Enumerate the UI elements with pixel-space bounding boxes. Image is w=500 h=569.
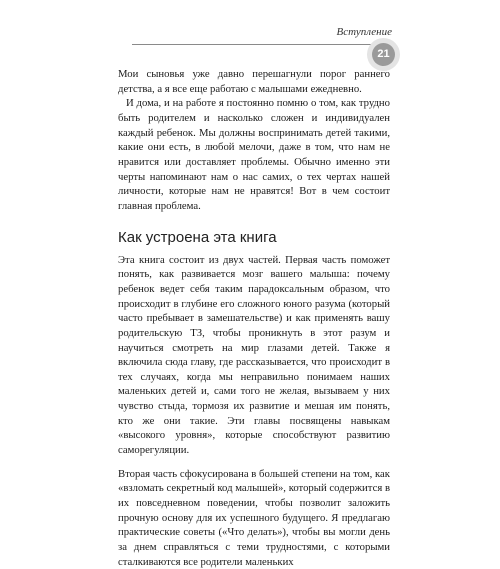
body-paragraph: Эта книга состоит из двух частей. Первая часть поможет понять, как развивается мозг вашего малыша: почему ребенок ведет себя таким парадоксальным образом, что происходит в глубине его сложного юного разума (который часто пребывает в замешательстве) и как применять вашу родительскую ТЗ, чтобы проникнуть в этот разум и научиться смотреть на мир глазами детей. Также я включила сюда главу, где рассказывается, что происходит в тех случаях, когда мы неправильно понимаем наших маленьких детей и, сами того не желая, вызываем у них чувство стыда, тормозя их развитие и мешая им понять, кто же они такие. Эти главы посвящены навыкам «высокого уровня», которые способствуют развитию саморегуляции. <box>118 253 390 457</box>
body-paragraph: Мои сыновья уже давно перешагнули порог раннего детства, а я все еще работаю с малышами ежедневно. <box>118 68 390 95</box>
section-heading: Как устроена эта книга <box>118 228 277 246</box>
header-rule <box>132 44 392 45</box>
page-content <box>118 67 390 569</box>
page-number: 21 <box>372 43 395 66</box>
body-paragraph: И дома, и на работе я постоянно помню о том, как трудно быть родителем и насколько сложен и индивидуален каждый ребенок. Мы должны воспринимать детей такими, какие они есть, в любой мелочи, даже в том, что нам не нравится или доставляет проблемы. Обычно именно эти черты напоминают нам о нас самих, о тех чертах нашей личности, которые нам не нравятся! Вот в чем состоит главная проблема. <box>118 97 390 212</box>
body-paragraph: Вторая часть сфокусирована в большей степени на том, как «взломать секретный код малышей», который содержится в их повседневном поведении, чтобы позволит заложить прочную основу для их успешного будущего. Я предлагаю практические советы («Что делать»), чтобы вы могли день за днем справляться с теми трудностями, с которыми сталкиваются все родители маленьких <box>118 467 390 568</box>
section-title: Вступление <box>336 26 392 38</box>
running-head <box>0 22 500 60</box>
